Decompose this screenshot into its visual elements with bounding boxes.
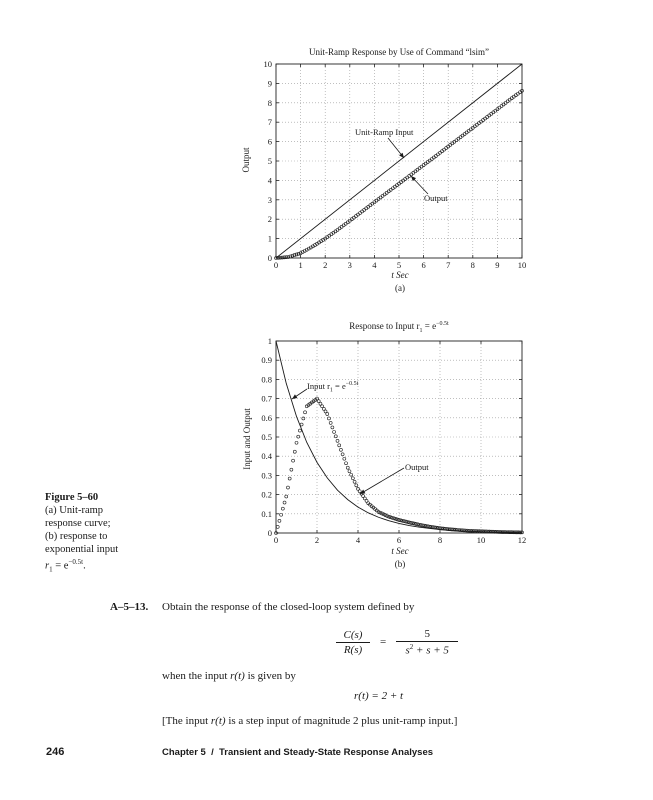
chart-b-annot-sup: −0.5t	[345, 381, 359, 388]
chart-b-tick-label-y: 0.3	[261, 470, 272, 481]
when-var: r(t)	[230, 670, 245, 682]
chart-b-series-marker	[329, 421, 332, 424]
caption-last-line	[45, 556, 155, 577]
chart-b-panel-label: (b)	[394, 559, 406, 569]
chart-a-tick-label-y: 9	[267, 78, 272, 89]
chart-b-series-marker	[278, 519, 281, 522]
caption-line: (b) response to	[45, 531, 108, 542]
chart-b-tick-label-y: 0.6	[261, 412, 272, 423]
chart-b-tick-label-y: 0.1	[261, 508, 272, 519]
chart-b-series-marker	[338, 444, 341, 447]
chart-b-annotation-output: Output	[405, 462, 429, 472]
chart-b-series-marker	[348, 470, 351, 473]
chart-a-tick-label-x: 6	[421, 260, 426, 270]
chart-b-series-marker	[293, 450, 296, 453]
chart-a-title: Unit-Ramp Response by Use of Command “lsim”	[309, 47, 489, 57]
problem-intro: Obtain the response of the closed-loop system defined by	[162, 601, 415, 613]
chart-a-tick-label-x: 8	[470, 260, 475, 270]
chart-b-tick-label-x: 4	[355, 535, 361, 545]
chart-a-tick-label-y: 6	[267, 136, 272, 147]
chart-b-series-marker	[283, 501, 286, 504]
chart-b-series-marker	[290, 468, 293, 471]
chart-b-series-marker	[326, 412, 329, 415]
chart-b-tick-label-x: 12	[517, 535, 527, 545]
caption-line: (a) Unit-ramp	[45, 505, 104, 516]
chart-b-series-marker	[300, 423, 303, 426]
chart-b-series-marker	[304, 411, 307, 414]
chart-b-series-marker	[280, 513, 283, 516]
chart-b-title-sub: 1	[419, 327, 423, 334]
chart-b-xlabel: t Sec	[391, 546, 409, 556]
chart-a-tick-label-y: 2	[267, 214, 272, 225]
transfer-function	[336, 628, 458, 657]
caption-r: r	[45, 560, 50, 572]
chart-b-series-marker	[288, 477, 291, 480]
chart-b-series-marker	[353, 480, 356, 483]
when-prefix: when the input	[162, 670, 231, 682]
chart-b-annot-eq: = e	[332, 381, 346, 391]
rhs-den-s: s	[405, 644, 410, 657]
chart-a-tick-label-x: 1	[298, 260, 303, 270]
note-var: r(t)	[210, 715, 226, 727]
chart-b-tick-label-y: 0.4	[261, 451, 272, 462]
chart-b-ylabel: Input and Output	[242, 408, 252, 470]
chart-b-tick-label-y: 0.9	[261, 355, 272, 366]
chart-b-title-eq: = e	[422, 321, 437, 331]
chart-b-tick-label-y: 0.2	[261, 489, 272, 500]
chart-b-tick-label-x: 10	[476, 535, 486, 545]
rhs-numerator: 5	[424, 628, 430, 640]
chart-b-series-marker	[285, 495, 288, 498]
chart-b-series-marker	[286, 486, 289, 489]
chart-b-series-marker	[339, 448, 342, 451]
chart-b-series-marker	[345, 462, 348, 465]
chart-b-tick-label-y: 1	[267, 336, 272, 346]
chart-b-annot-sub: 1	[329, 387, 333, 394]
chart-a-tick-label-y: 7	[267, 117, 272, 128]
chart-b-series-marker	[333, 430, 336, 433]
chart-b-series-marker	[346, 466, 349, 469]
chart-a-tick-label-y: 3	[267, 194, 272, 205]
chart-b-series-marker	[351, 477, 354, 480]
caption-sub: 1	[49, 565, 53, 574]
chart-b-series-marker	[327, 417, 330, 420]
chart-a-tick-label-y: 4	[267, 175, 272, 186]
chart-b-series-marker	[334, 435, 337, 438]
caption-heading: Figure 5–60	[45, 492, 99, 503]
chart-b-series-marker	[297, 435, 300, 438]
chart-a-panel-label: (a)	[395, 283, 405, 293]
chart-b-series-marker	[302, 417, 305, 420]
chart-b-arrow-input-head	[292, 394, 297, 399]
chart-b-tick-label-x: 2	[314, 535, 320, 545]
caption-line: response curve;	[45, 518, 111, 529]
chart-a-annotation-input: Unit-Ramp Input	[355, 127, 414, 137]
note-suffix: is a step input of magnitude 2 plus unit-ramp input.]	[225, 715, 458, 727]
chart-b-annot-prefix: Input r	[307, 381, 330, 391]
chart-a-tick-label-x: 0	[273, 260, 279, 270]
chart-a-ylabel: Output	[241, 147, 251, 173]
problem-label: A–5–13.	[110, 601, 149, 613]
chart-a-xlabel: t Sec	[391, 270, 409, 280]
page-number: 246	[46, 746, 65, 758]
tf-numerator: C(s)	[343, 628, 363, 641]
chart-b-series-marker	[336, 439, 339, 442]
chart-b-annotation-input	[307, 381, 358, 394]
chart-b-series-marker	[343, 457, 346, 460]
chart-b-tick-label-y: 0.5	[261, 432, 272, 442]
chart-a-tick-label-x: 9	[495, 260, 500, 270]
rhs-den-exp: 2	[409, 643, 414, 651]
chart-b-title-sup: −0.5t	[436, 321, 449, 327]
chart-b-series-marker	[276, 525, 279, 528]
chart-a-tick-label-x: 3	[347, 260, 352, 270]
caption-sup: −0.5t	[68, 558, 84, 566]
caption-line: exponential input	[45, 544, 119, 555]
chart-b-tick-label-x: 0	[273, 535, 279, 545]
chart-b-arrow-output	[360, 468, 404, 494]
tf-equals: =	[380, 636, 387, 649]
chart-a-tick-label-x: 2	[323, 260, 328, 270]
chart-b-tick-label-y: 0	[267, 528, 272, 538]
chapter-footer: Chapter 5 / Transient and Steady-State Response Analyses	[162, 747, 434, 758]
chart-a-tick-label-y: 10	[263, 59, 272, 69]
chart-b-tick-label-y: 0.8	[261, 374, 272, 385]
chart-b-series-marker	[298, 429, 301, 432]
caption-eq: = e	[52, 560, 69, 572]
when-suffix: is given by	[244, 670, 296, 682]
rhs-den-rest: + s + 5	[413, 644, 449, 657]
chart-a-tick-label-y: 1	[267, 233, 272, 244]
chart-a-tick-label-x: 7	[446, 260, 451, 270]
chart-a-annotation-output: Output	[424, 193, 448, 203]
chart-a-tick-label-y: 0	[267, 253, 272, 263]
chart-b-series-marker	[355, 484, 358, 487]
chart-a-tick-label-x: 4	[372, 260, 377, 270]
chart-b-tick-label-x: 6	[396, 535, 402, 545]
chart-b-series-marker	[295, 441, 298, 444]
chart-b-series-marker	[281, 507, 284, 510]
note-prefix: [The input	[162, 715, 211, 727]
chart-a-tick-label-x: 10	[517, 260, 527, 270]
figure-caption	[45, 491, 155, 577]
chart-a-tick-label-y: 8	[267, 97, 272, 108]
chart-b-series-marker	[350, 473, 353, 476]
chart-a-tick-label-x: 5	[396, 260, 402, 270]
tf-denominator: R(s)	[343, 643, 363, 656]
chart-a-tick-label-y: 5	[267, 156, 272, 166]
problem-note	[162, 715, 457, 727]
chart-b-series-marker	[292, 459, 295, 462]
chart-b-tick-label-x: 8	[437, 535, 443, 545]
chart-b-tick-label-y: 0.7	[261, 393, 272, 404]
chart-b-series-marker	[331, 426, 334, 429]
input-equation: r(t) = 2 + t	[354, 690, 404, 702]
problem-when	[162, 670, 296, 682]
chart-b-title-prefix: Response to Input r	[349, 321, 420, 331]
chart-b-series-marker	[341, 453, 344, 456]
caption-end: .	[83, 560, 86, 572]
